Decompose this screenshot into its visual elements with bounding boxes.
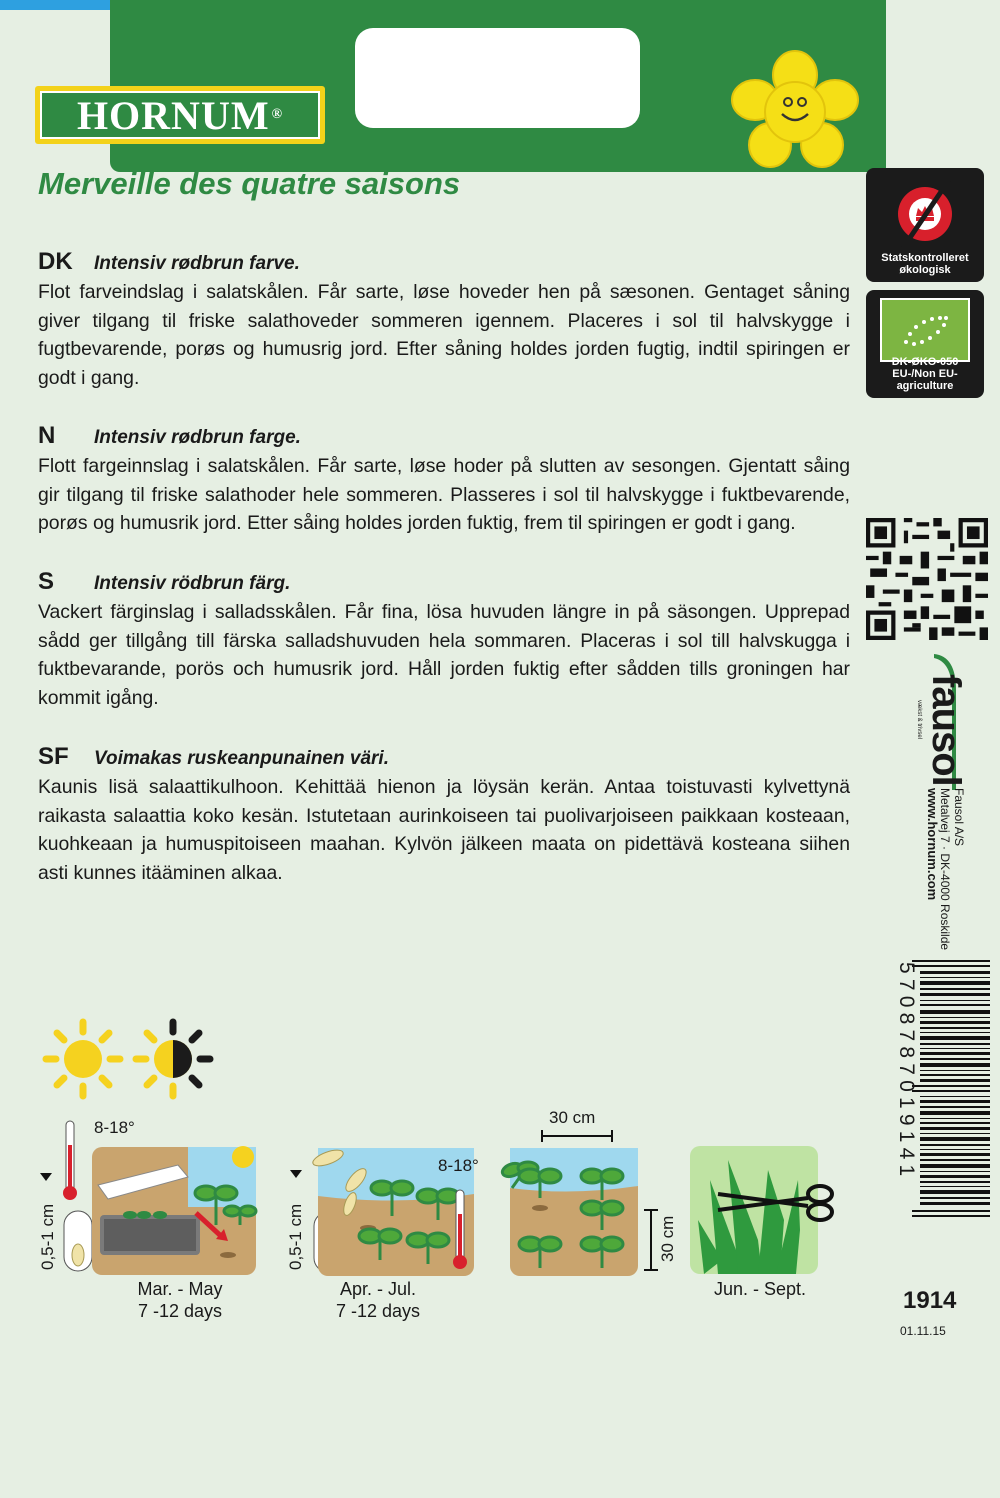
half-shade-icon bbox=[136, 1022, 210, 1096]
plant-spacing-diagram bbox=[472, 1130, 682, 1280]
eu-origin: EU-/Non EU-agriculture bbox=[892, 368, 958, 392]
header-label-area bbox=[355, 28, 640, 128]
fausol-logo-text: fausol bbox=[924, 674, 968, 786]
language-code: DK bbox=[38, 248, 73, 275]
section-subtitle: Intensiv rødbrun farge. bbox=[94, 427, 301, 448]
dk-organic-badge bbox=[866, 168, 984, 282]
plant-spacing: 30 cm bbox=[658, 1215, 677, 1262]
light-requirement-icons bbox=[38, 1018, 218, 1100]
indoor-sowing-depth: 0,5-1 cm bbox=[38, 1203, 57, 1270]
eu-code: DK-ØKO-050 bbox=[891, 356, 959, 368]
section-text: Flott fargeinnslag i salatskålen. Får sarte, løse hoder på slutten av sesongen. Gjentatt såing gir tilgang til friske salathoder hele sommeren. Plasseres i sol til halvskygge i fuktbevarende, porøs og humusrik jord. Etter såing holdes jorden fuktig, frem til spiringen er godt i gang. bbox=[38, 455, 850, 535]
brand-logo bbox=[35, 86, 325, 144]
section-subtitle: Intensiv rödbrun färg. bbox=[94, 573, 291, 594]
outdoor-sowing-depth: 0,5-1 cm bbox=[286, 1203, 305, 1270]
row-spacing: 30 cm bbox=[549, 1108, 596, 1127]
barcode-number: 5708787019141 bbox=[895, 962, 918, 1182]
indoor-sowing-diagram bbox=[38, 1115, 258, 1280]
outdoor-caption bbox=[318, 1278, 438, 1322]
registered-mark: ® bbox=[271, 107, 284, 122]
product-code: 1914 bbox=[903, 1287, 957, 1314]
print-date: 01.11.15 bbox=[900, 1324, 946, 1338]
flower-mascot-icon bbox=[730, 50, 860, 170]
language-code: N bbox=[38, 422, 56, 449]
company-name: Fausol A/S bbox=[952, 788, 966, 847]
section-s bbox=[38, 568, 850, 712]
section-sf bbox=[38, 743, 850, 887]
outdoor-temperature: 8-18° bbox=[438, 1156, 479, 1175]
section-text: Vackert färginslag i salladsskålen. Får fina, lösa huvuden längre in på säsongen. Upprepad sådd ger tillgång till färska salladshuvuden hela sommaren. Placeras i sol till halvskugga i fuktbevarande, porös och humusrik jord. Håll jorden fuktig efter sådden tills groningen har kommit igång. bbox=[38, 601, 850, 709]
company-website: www.hornum.com bbox=[925, 788, 940, 901]
full-sun-icon bbox=[46, 1022, 120, 1096]
company-address: Metalvej 7 · DK-4000 Roskilde bbox=[938, 788, 952, 951]
indoor-days: 7 -12 days bbox=[137, 1301, 223, 1321]
qr-code-icon bbox=[866, 518, 988, 640]
section-subtitle: Voimakas ruskeanpunainen väri. bbox=[94, 748, 389, 769]
section-text: Flot farveindslag i salatskålen. Får sarte, løse hoveder hen på sæsonen. Gentaget såning giver tilgang til friske salathoveder sommeren igennem. Placeres i sol til halvskygge i fugtbevarende, porøs og humusrig jord. Efter såning holdes jorden fugtig, indtil spiringen er godt i gang. bbox=[38, 281, 850, 389]
outdoor-days: 7 -12 days bbox=[335, 1301, 421, 1321]
harvest-diagram bbox=[688, 1140, 848, 1280]
language-code: SF bbox=[38, 743, 69, 770]
outdoor-period: Apr. - Jul. bbox=[339, 1279, 417, 1299]
dk-organic-label: Statskontrolleret økologisk bbox=[881, 252, 969, 276]
section-text: Kaunis lisä salaattikulhoon. Kehittää hienon ja löysän kerän. Antaa toistuvasti kylvettynä raikasta salaattia koko kesän. Istutetaan aurinkoiseen tai puolivarjoiseen paikkaan kosteaan, kuohkeaan ja humuspitoiseen maahan. Kylvön jälkeen maata on pidettävä kosteana siihen asti kunnes itääminen alkaa. bbox=[38, 776, 850, 884]
language-code: S bbox=[38, 568, 55, 595]
section-dk bbox=[38, 248, 850, 392]
section-subtitle: Intensiv rødbrun farve. bbox=[94, 253, 300, 274]
indoor-period: Mar. - May bbox=[137, 1279, 223, 1299]
eu-organic-label bbox=[866, 356, 984, 392]
eu-organic-leaf-icon bbox=[880, 298, 970, 362]
indoor-temperature: 8-18° bbox=[94, 1118, 135, 1137]
fausol-tagline: vækst & trivsel bbox=[916, 700, 922, 740]
indoor-caption bbox=[120, 1278, 240, 1322]
section-n bbox=[38, 422, 850, 538]
company-block bbox=[900, 650, 970, 950]
danish-organic-o-icon bbox=[895, 176, 955, 252]
brand-name: HORNUM bbox=[76, 92, 270, 138]
variety-title: Merveille des quatre saisons bbox=[38, 166, 461, 201]
outdoor-sowing-diagram bbox=[288, 1120, 488, 1280]
top-corner-stripe bbox=[0, 0, 110, 10]
eu-organic-badge bbox=[866, 290, 984, 398]
harvest-period: Jun. - Sept. bbox=[713, 1279, 807, 1299]
